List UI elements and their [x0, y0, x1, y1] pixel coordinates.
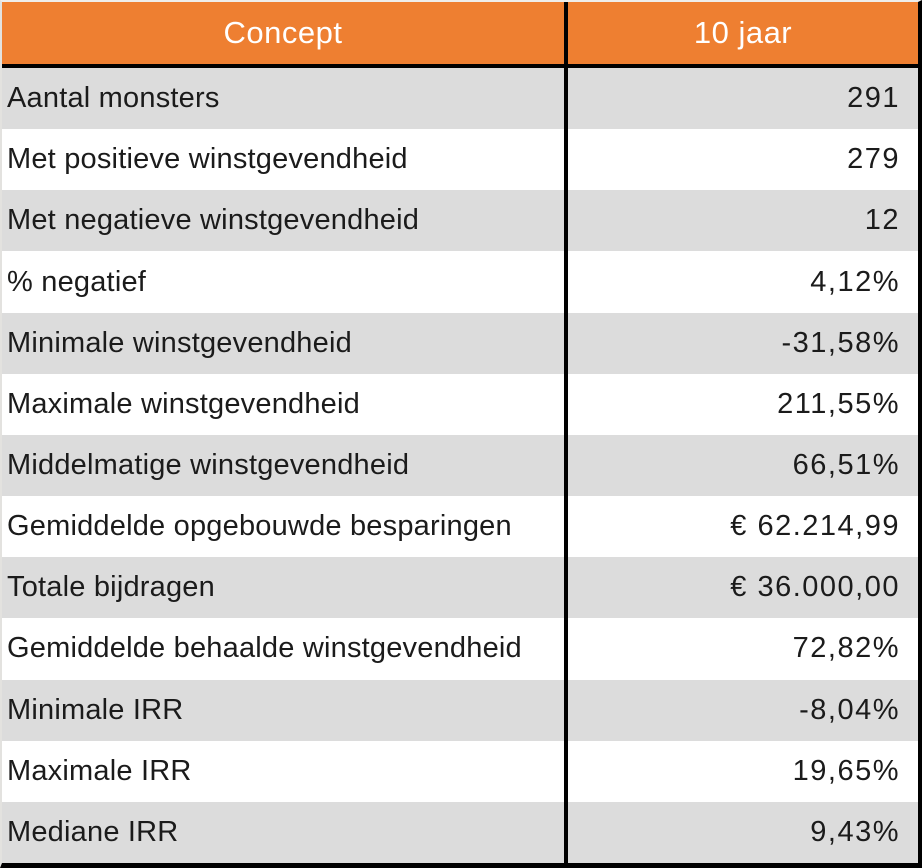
row-label: Mediane IRR — [2, 802, 568, 863]
table-row — [2, 435, 918, 496]
row-label: Met negatieve winstgevendheid — [2, 190, 568, 251]
row-value: 12 — [864, 204, 900, 237]
table-row — [2, 129, 918, 190]
row-value: 211,55% — [777, 387, 900, 420]
row-value: 72,82% — [792, 632, 900, 665]
row-value: 66,51% — [792, 449, 900, 482]
row-label: Maximale IRR — [2, 741, 568, 802]
table-row — [2, 741, 918, 802]
table-row — [2, 496, 918, 557]
table-row — [2, 374, 918, 435]
row-value: € 62.214,99 — [730, 510, 900, 543]
table-row — [2, 680, 918, 741]
row-label: Minimale IRR — [2, 680, 568, 741]
header-concept: Concept — [2, 2, 568, 64]
table-body — [2, 68, 918, 863]
table-row — [2, 313, 918, 374]
row-label: Met positieve winstgevendheid — [2, 129, 568, 190]
row-value: -31,58% — [781, 326, 900, 359]
row-label: Aantal monsters — [2, 68, 568, 129]
row-value: -8,04% — [799, 693, 900, 726]
row-value: 9,43% — [810, 815, 900, 848]
table-row — [2, 251, 918, 312]
row-label: Gemiddelde opgebouwde besparingen — [2, 496, 568, 557]
row-label: Middelmatige winstgevendheid — [2, 435, 568, 496]
row-value: 19,65% — [792, 754, 900, 787]
row-label: Minimale winstgevendheid — [2, 313, 568, 374]
row-value: 279 — [847, 143, 900, 176]
row-value: 4,12% — [810, 265, 900, 298]
row-label: Totale bijdragen — [2, 557, 568, 618]
row-label: Gemiddelde behaalde winstgevendheid — [2, 618, 568, 679]
row-value: 291 — [847, 82, 900, 115]
table-row — [2, 802, 918, 863]
header-period: 10 jaar — [693, 15, 793, 50]
table-row — [2, 190, 918, 251]
table-header-row — [2, 2, 918, 68]
row-label: % negatief — [2, 251, 568, 312]
table-row — [2, 68, 918, 129]
table-row — [2, 618, 918, 679]
table-row — [2, 557, 918, 618]
row-label: Maximale winstgevendheid — [2, 374, 568, 435]
row-value: € 36.000,00 — [730, 571, 900, 604]
